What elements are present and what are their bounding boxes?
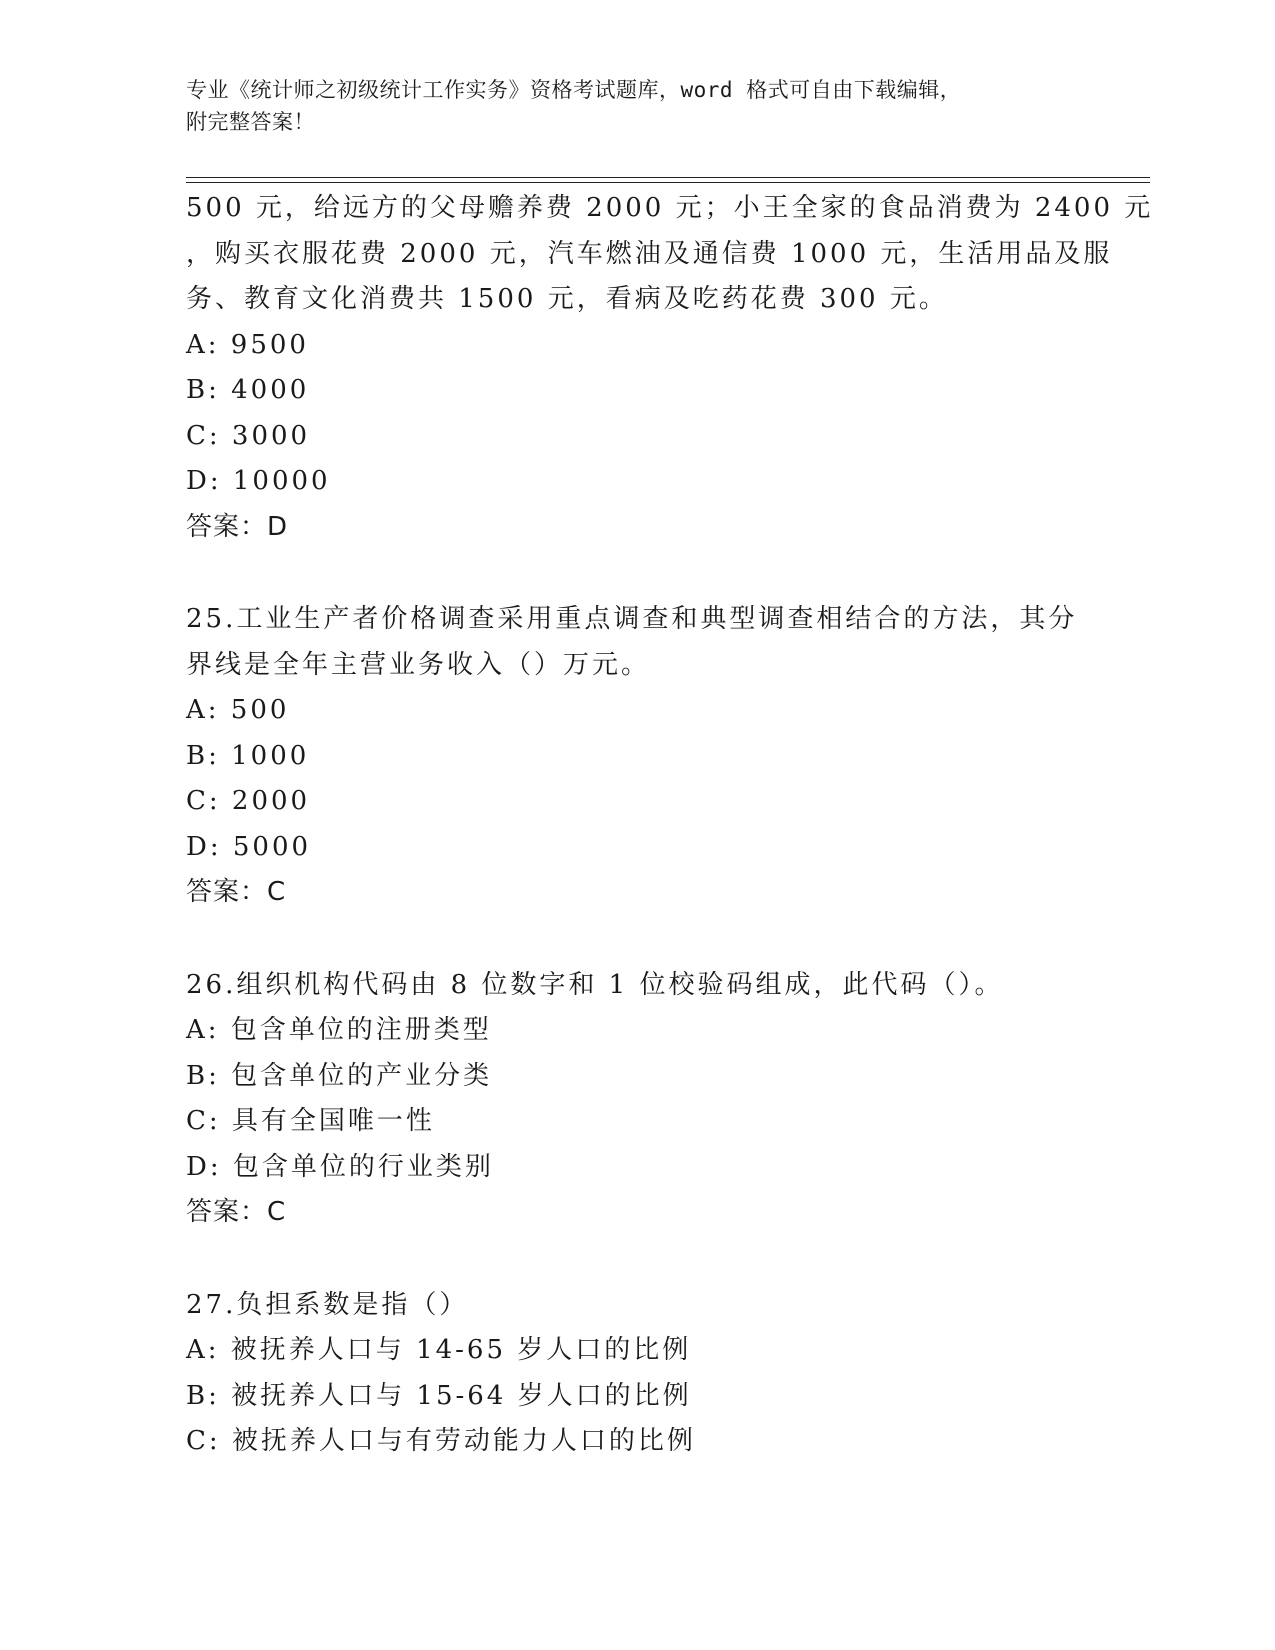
option-d: D: 5000 [186,831,312,862]
option-d: D: 包含单位的行业类别 [186,1151,494,1182]
header-line-1: 专业《统计师之初级统计工作实务》资格考试题库，word 格式可自由下载编辑， [186,78,962,102]
option-c: C: 被抚养人口与有劳动能力人口的比例 [186,1426,696,1456]
option-c: C: 2000 [186,786,311,816]
header-rule-top [186,177,1150,178]
question-text-line: 500 元，给远方的父母赡养费 2000 元；小王全家的食品消费为 2400 元 [186,193,1154,223]
question-text-line: 25.工业生产者价格调查采用重点调查和典型调查相结合的方法，其分 [186,604,1078,634]
answer-line: 答案：C [186,877,287,907]
option-a: A: 9500 [186,329,309,360]
question-24-continued [186,186,1154,550]
question-text-line: 26.组织机构代码由 8 位数字和 1 位校验码组成，此代码（）。 [186,969,1004,1000]
option-b: B: 被抚养人口与 15-64 岁人口的比例 [186,1380,692,1411]
option-c: C: 具有全国唯一性 [186,1106,435,1136]
question-26 [186,963,1086,1236]
option-b: B: 4000 [186,375,310,405]
header-line-2: 附完整答案！ [186,110,315,134]
answer-line: 答案：C [186,1197,287,1227]
option-a: A: 被抚养人口与 14-65 岁人口的比例 [186,1335,692,1365]
question-25 [186,597,1086,916]
option-a: A: 包含单位的注册类型 [186,1015,492,1045]
option-b: B: 1000 [186,740,310,771]
option-d: D: 10000 [186,466,331,496]
answer-line: 答案：D [186,511,289,542]
header-rule-bottom [186,182,1150,183]
question-content [186,186,1154,1465]
document-header [186,74,1066,138]
question-text-line: 界线是全年主营业务收入（）万元。 [186,649,651,680]
question-text-line: ，购买衣服花费 2000 元，汽车燃油及通信费 1000 元，生活用品及服 [186,238,1113,269]
question-27 [186,1283,1086,1465]
option-a: A: 500 [186,695,290,725]
question-text-line: 务、教育文化消费共 1500 元，看病及吃药花费 300 元。 [186,284,948,314]
option-c: C: 3000 [186,420,311,451]
option-b: B: 包含单位的产业分类 [186,1060,493,1091]
question-text-line: 27.负担系数是指（） [186,1289,469,1320]
